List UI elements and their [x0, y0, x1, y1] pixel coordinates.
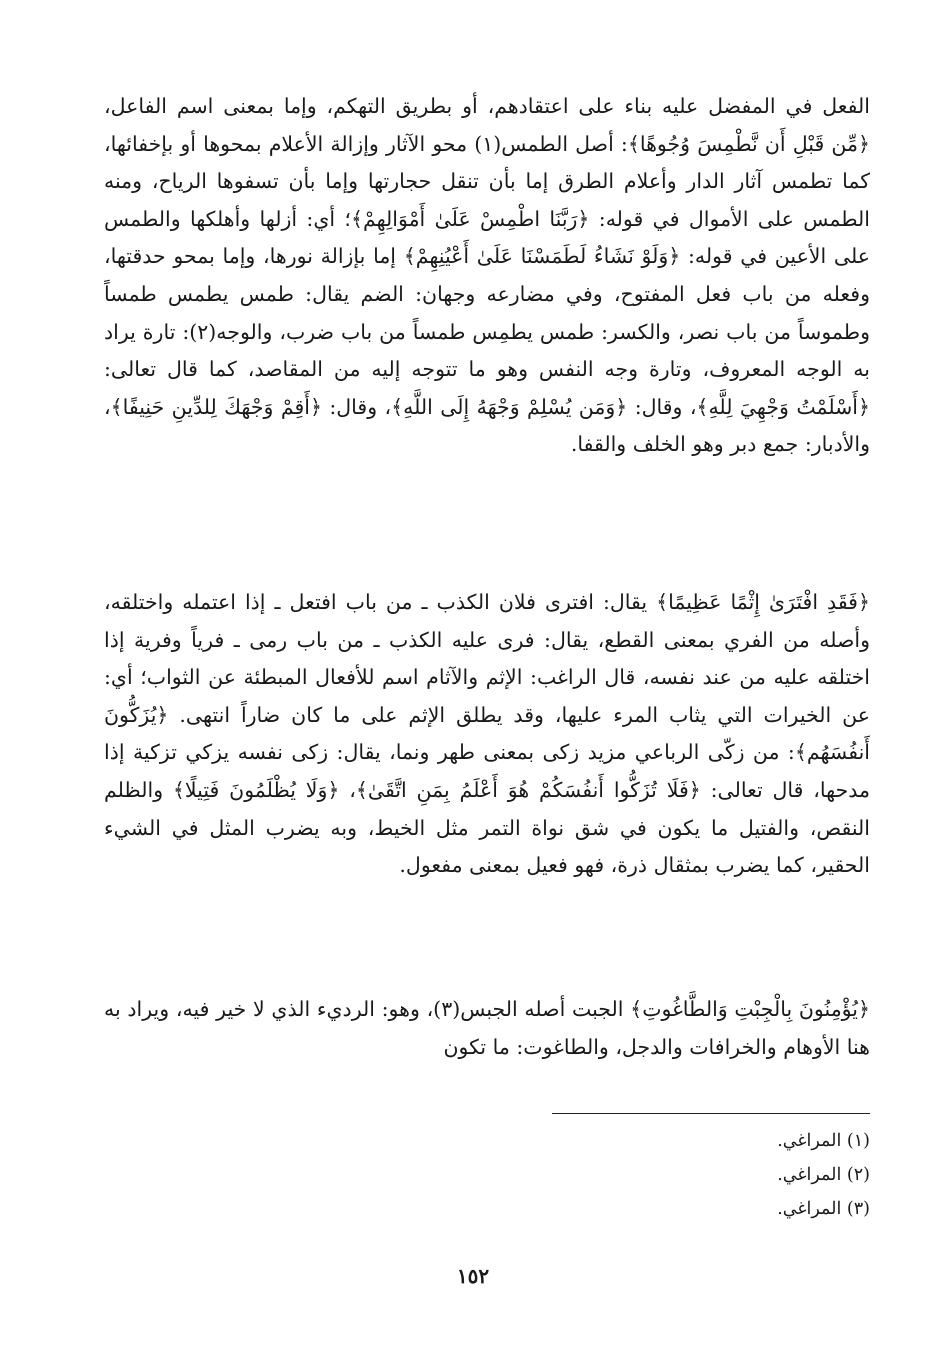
- paragraph-2: [104, 584, 870, 885]
- paragraph-text: ﴿يُؤْمِنُونَ بِالْجِبْتِ وَالطَّاغُوتِ﴾ الجبت أصله الجبس(٣)، وهو: الرديء الذي لا خير فيه، ويراد به هنا الأوهام والخرافات والدجل، والطاغوت: ما تكون: [104, 997, 870, 1059]
- paragraph-text: الفعل في المفضل عليه بناء على اعتقادهم، أو بطريق التهكم، وإما بمعنى اسم الفاعل، ﴿مِّن قَبْلِ أَن نَّطْمِسَ وُجُوهًا﴾: أصل الطمس(١) محو الآثار وإزالة الأعلام بمحوها أو بإخفائها، كما تطمس آثار الدار وأعلام الطرق إما بأن تنقل حجارتها وإما بأن تسفوها الرياح، ومنه الطمس على الأموال في قوله: ﴿رَبَّنَا اطْمِسْ عَلَىٰ أَمْوَالِهِمْ﴾؛ أي: أزلها وأهلكها والطمس على الأعين في قوله: ﴿وَلَوْ نَشَاءُ لَطَمَسْنَا عَلَىٰ أَعْيُنِهِمْ﴾ إما بإزالة نورها، وإما بمحو حدقتها، وفعله من باب فعل المفتوح، وفي مضارعه وجهان: الضم يقال: طمس يطمس طمساً وطموساً من باب نصر، والكسر: طمس يطمِس طمساً من باب ضرب، والوجه(٢): تارة يراد به الوجه المعروف، وتارة وجه النفس وهو ما تتوجه إليه من المقاصد، كما قال تعالى: ﴿أَسْلَمْتُ وَجْهِيَ لِلَّهِ﴾، وقال: ﴿وَمَن يُسْلِمْ وَجْهَهُ إِلَى اللَّهِ﴾، وقال: ﴿أَقِمْ وَجْهَكَ لِلدِّينِ حَنِيفًا﴾، والأدبار: جمع دبر وهو الخلف والقفا.: [104, 94, 870, 457]
- footnotes: [470, 1124, 870, 1226]
- footnote-3: (٣) المراغي.: [777, 1199, 870, 1219]
- paragraph-1: [104, 88, 870, 464]
- footnote-2: (٢) المراغي.: [777, 1165, 870, 1185]
- page-number: ١٥٢: [456, 1264, 490, 1288]
- footnote-divider: [552, 1113, 870, 1114]
- paragraph-3: [104, 991, 870, 1066]
- footnote-1: (١) المراغي.: [777, 1131, 870, 1151]
- paragraph-text: ﴿فَقَدِ افْتَرَىٰ إِثْمًا عَظِيمًا﴾ يقال: افترى فلان الكذب ـ من باب افتعل ـ إذا اعتمله واختلقه، وأصله من الفري بمعنى القطع، يقال: فرى عليه الكذب ـ من باب رمى ـ فرياً وفرية إذا اختلقه عليه من عند نفسه، قال الراغب: الإثم والآثام اسم للأفعال المبطئة عن الثواب؛ أي: عن الخيرات التي يثاب المرء عليها، وقد يطلق الإثم على ما كان ضاراً انتهى. ﴿يُزَكُّونَ أَنفُسَهُم﴾: من زكّى الرباعي مزيد زكى بمعنى طهر ونما، يقال: زكى نفسه يزكي تزكية إذا مدحها، قال تعالى: ﴿فَلَا تُزَكُّوا أَنفُسَكُمْ هُوَ أَعْلَمُ بِمَنِ اتَّقَىٰ﴾، ﴿وَلَا يُظْلَمُونَ فَتِيلًا﴾ والظلم النقص، والفتيل ما يكون في شق نواة التمر مثل الخيط، وبه يضرب المثل في الشيء الحقير، كما يضرب بمثقال ذرة، فهو فعيل بمعنى مفعول.: [104, 590, 870, 878]
